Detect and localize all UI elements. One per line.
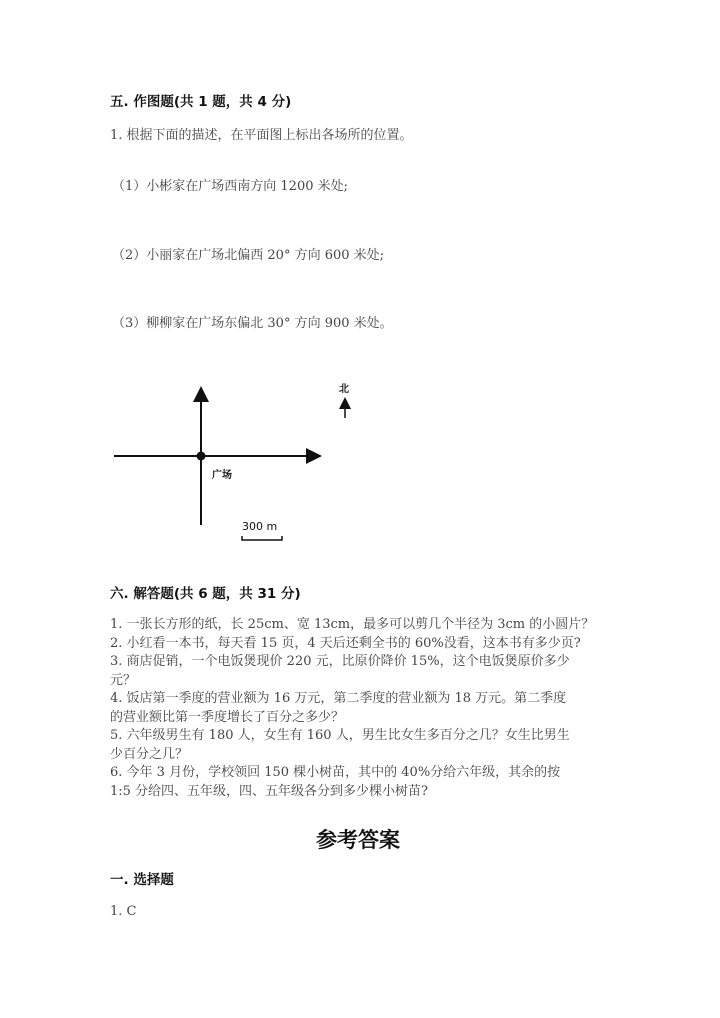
question-line: 元？ <box>110 672 137 688</box>
scale-bar <box>242 536 282 540</box>
question-line: 4. 饭店第一季度的营业额为 16 万元，第二季度的营业额为 18 万元。第二季度 <box>110 691 567 706</box>
question-line: 少百分之几？ <box>110 746 189 762</box>
section6-heading: 六. 解答题(共 6 题，共 31 分) <box>110 586 301 602</box>
question-line: 的营业额比第一季度增长了百分之多少？ <box>110 709 345 725</box>
plaza-point <box>197 452 206 461</box>
plaza-label: 广场 <box>212 470 232 481</box>
question-line: 5. 六年级男生有 180 人，女生有 160 人，男生比女生多百分之几？女生比男生 <box>110 728 570 743</box>
section6-questions <box>110 616 630 801</box>
plan-figure <box>100 370 380 550</box>
section5-heading: 五. 作图题(共 1 题，共 4 分) <box>110 94 292 110</box>
section5-item-3: （3）柳柳家在广场东偏北 30° 方向 900 米处。 <box>112 316 393 331</box>
north-label: 北 <box>339 384 349 395</box>
section5-question: 1. 根据下面的描述，在平面图上标出各场所的位置。 <box>110 128 413 143</box>
question-line: 1:5 分给四、五年级，四、五年级各分到多少棵小树苗? <box>110 783 429 799</box>
answers-section1-heading: 一. 选择题 <box>110 872 174 888</box>
question-line: 3. 商店促销，一个电饭煲现价 220 元，比原价降价 15%，这个电饭煲原价多少 <box>110 654 570 669</box>
question-line: 1. 一张长方形的纸，长 25cm、宽 13cm，最多可以剪几个半径为 3cm 的小圆片？ <box>110 617 595 632</box>
section5-item-2: （2）小丽家在广场北偏西 20° 方向 600 米处; <box>112 248 385 263</box>
answers-title: 参考答案 <box>316 828 400 852</box>
question-line: 6. 今年 3 月份，学校领回 150 棵小树苗，其中的 40%分给六年级，其余的按 <box>110 765 561 780</box>
question-line: 2. 小红看一本书，每天看 15 页，4 天后还剩全书的 60%没看，这本书有多少页? <box>110 635 581 651</box>
answer-1: 1. C <box>110 904 137 919</box>
section5-item-1: （1）小彬家在广场西南方向 1200 米处; <box>112 179 348 194</box>
scale-label: 300 m <box>242 520 278 533</box>
